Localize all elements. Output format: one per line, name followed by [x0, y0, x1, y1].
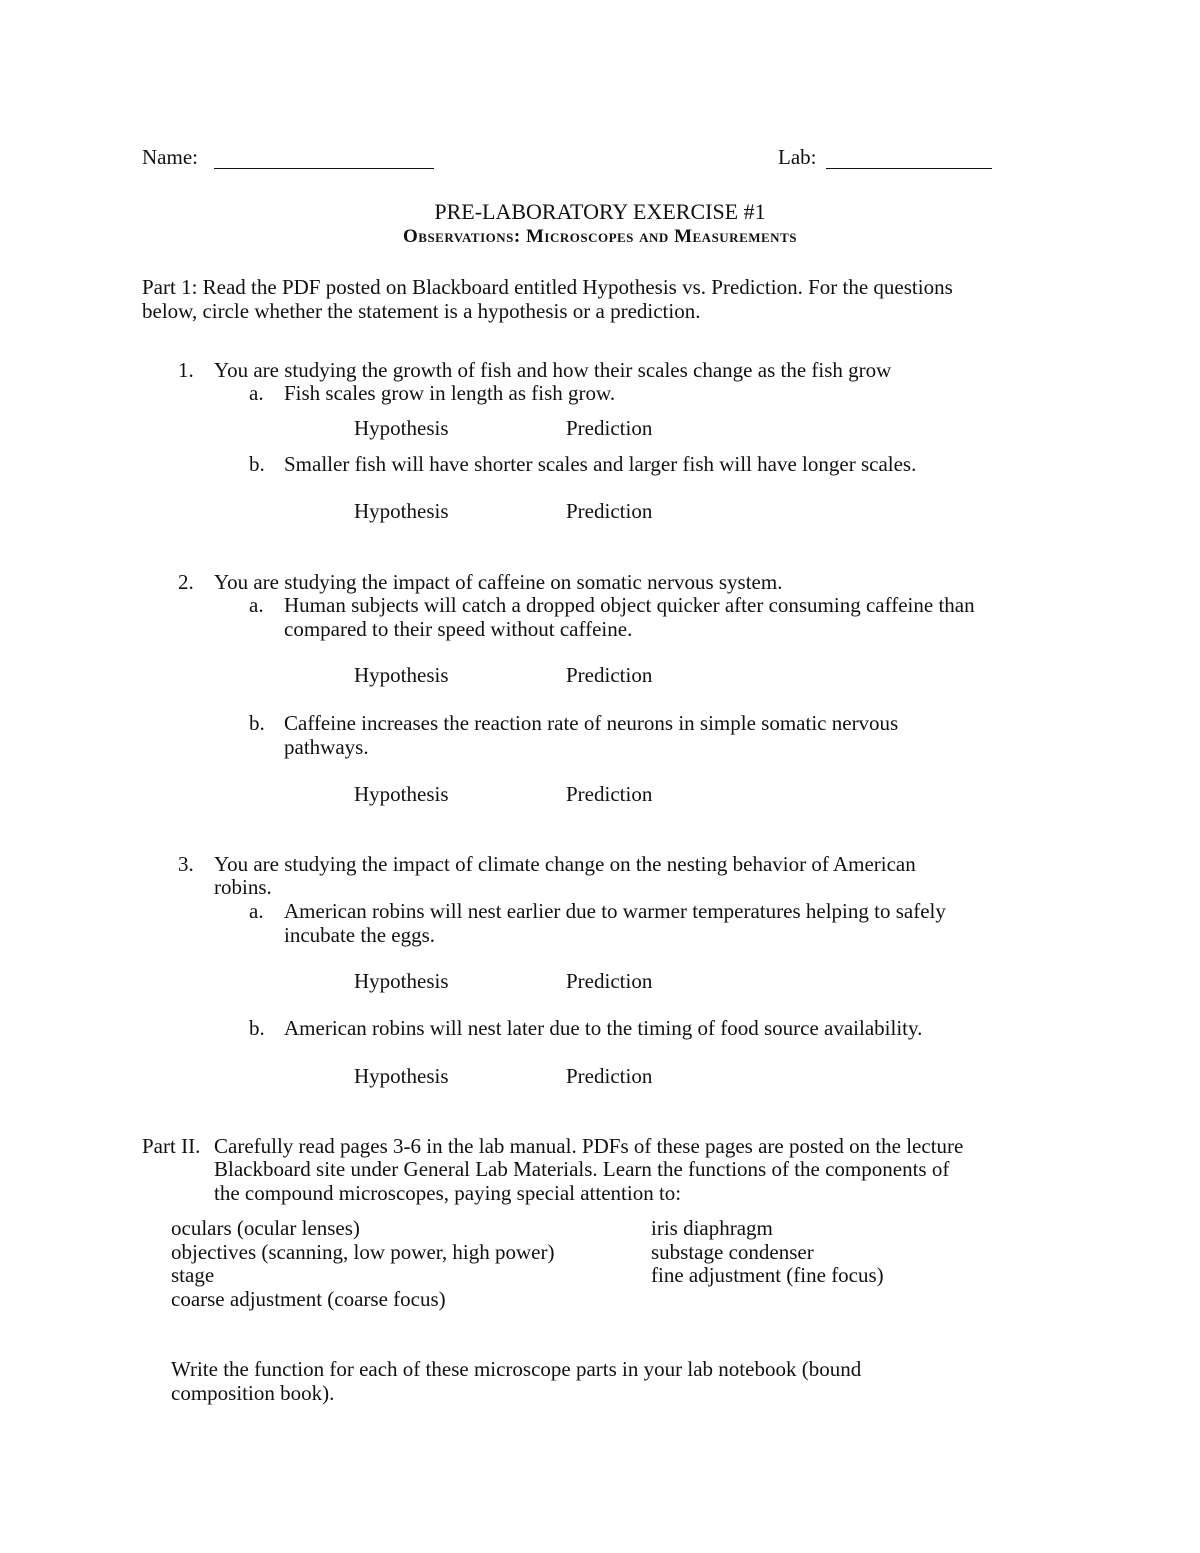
prediction-option[interactable]: Prediction	[566, 969, 653, 993]
part2-text-line: the compound microscopes, paying special attention to:	[214, 1181, 682, 1205]
prediction-option[interactable]: Prediction	[566, 499, 653, 523]
item-letter: b.	[249, 452, 265, 476]
prediction-option[interactable]: Prediction	[566, 416, 653, 440]
hypothesis-option[interactable]: Hypothesis	[354, 416, 449, 440]
lab-field[interactable]	[826, 150, 992, 169]
item-text: Smaller fish will have shorter scales and larger fish will have longer scales.	[284, 452, 917, 476]
microscope-part-item: objectives (scanning, low power, high power)	[171, 1240, 555, 1264]
closing-instruction: Write the function for each of these microscope parts in your lab notebook (bound	[171, 1357, 862, 1381]
part1-intro-line1: Part 1: Read the PDF posted on Blackboard entitled Hypothesis vs. Prediction. For the questions	[142, 275, 953, 299]
question-text: You are studying the growth of fish and how their scales change as the fish grow	[214, 358, 892, 382]
hypothesis-option[interactable]: Hypothesis	[354, 1064, 449, 1088]
item-text: Human subjects will catch a dropped object quicker after consuming caffeine than	[284, 593, 975, 617]
page-subtitle: Observations: Microscopes and Measurements	[403, 226, 797, 247]
microscope-part-item: stage	[171, 1263, 215, 1287]
hypothesis-option[interactable]: Hypothesis	[354, 969, 449, 993]
part2-label: Part II.	[142, 1134, 201, 1158]
hypothesis-option[interactable]: Hypothesis	[354, 663, 449, 687]
question-text: You are studying the impact of caffeine on somatic nervous system.	[214, 570, 783, 594]
microscope-part-item: iris diaphragm	[651, 1216, 773, 1240]
prediction-option[interactable]: Prediction	[566, 663, 653, 687]
hypothesis-option[interactable]: Hypothesis	[354, 782, 449, 806]
page-title: PRE-LABORATORY EXERCISE #1	[434, 199, 766, 224]
item-letter: b.	[249, 711, 265, 735]
part2-text-line: Blackboard site under General Lab Materials. Learn the functions of the components of	[214, 1157, 950, 1181]
microscope-part-item: coarse adjustment (coarse focus)	[171, 1287, 446, 1311]
item-text: American robins will nest earlier due to warmer temperatures helping to safely	[284, 899, 946, 923]
hypothesis-option[interactable]: Hypothesis	[354, 499, 449, 523]
question-text: robins.	[214, 875, 272, 899]
item-text: compared to their speed without caffeine.	[284, 617, 633, 641]
item-text: pathways.	[284, 735, 369, 759]
part2-text-line: Carefully read pages 3-6 in the lab manual. PDFs of these pages are posted on the lecture	[214, 1134, 964, 1158]
microscope-part-item: fine adjustment (fine focus)	[651, 1263, 884, 1287]
question-number: 2.	[178, 570, 194, 594]
item-letter: b.	[249, 1016, 265, 1040]
part1-intro-line2: below, circle whether the statement is a hypothesis or a prediction.	[142, 299, 701, 323]
item-letter: a.	[249, 899, 264, 923]
prediction-option[interactable]: Prediction	[566, 782, 653, 806]
closing-instruction: composition book).	[171, 1381, 335, 1405]
name-field[interactable]	[214, 150, 434, 169]
prediction-option[interactable]: Prediction	[566, 1064, 653, 1088]
item-letter: a.	[249, 381, 264, 405]
item-letter: a.	[249, 593, 264, 617]
microscope-part-item: oculars (ocular lenses)	[171, 1216, 360, 1240]
microscope-part-item: substage condenser	[651, 1240, 814, 1264]
item-text: incubate the eggs.	[284, 923, 436, 947]
name-label: Name:	[142, 145, 198, 169]
item-text: Caffeine increases the reaction rate of neurons in simple somatic nervous	[284, 711, 899, 735]
question-text: You are studying the impact of climate change on the nesting behavior of American	[214, 852, 916, 876]
question-number: 1.	[178, 358, 194, 382]
lab-label: Lab:	[778, 145, 817, 169]
question-number: 3.	[178, 852, 194, 876]
item-text: Fish scales grow in length as fish grow.	[284, 381, 616, 405]
item-text: American robins will nest later due to the timing of food source availability.	[284, 1016, 923, 1040]
